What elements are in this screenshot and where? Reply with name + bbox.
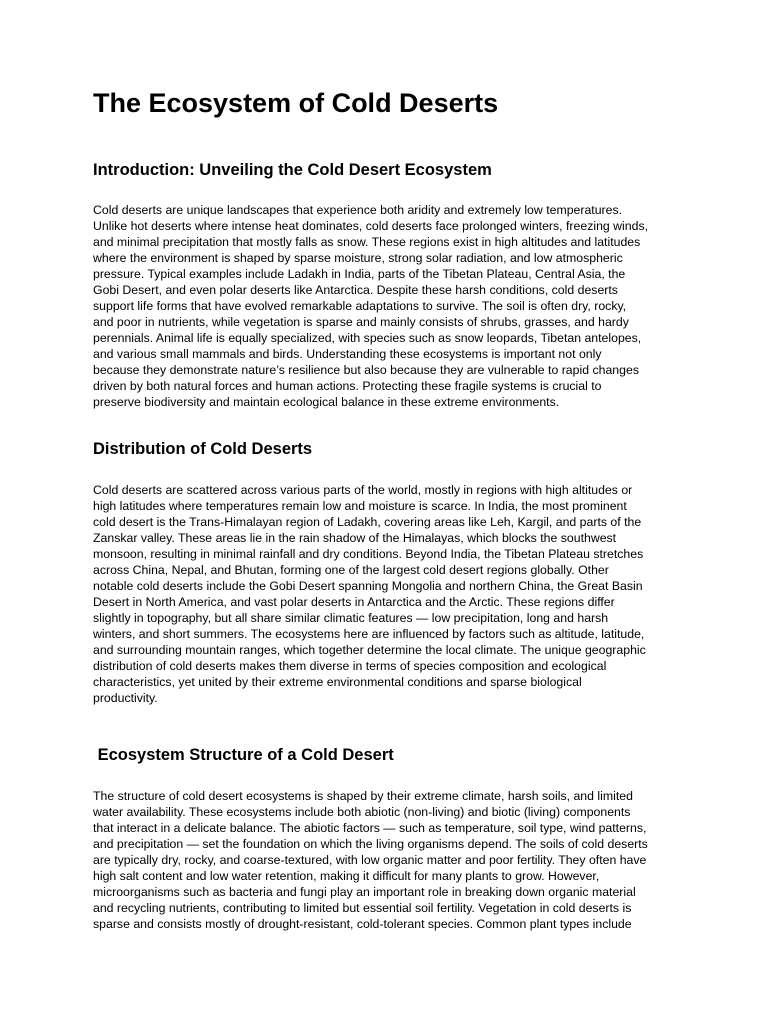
paragraph-line: slightly in topography, but all share similar climatic features — low precipitation, long and harsh	[93, 611, 609, 625]
section-paragraph-ecosystem-structure	[93, 788, 693, 932]
paragraph-line: Desert in North America, and vast polar deserts in Antarctica and the Arctic. These regions differ	[93, 595, 615, 609]
paragraph-line: support life forms that have evolved remarkable adaptations to survive. The soil is often dry, rocky,	[93, 299, 627, 313]
paragraph-line: microorganisms such as bacteria and fungi play an important role in breaking down organic material	[93, 885, 636, 899]
paragraph-line: Gobi Desert, and even polar deserts like Antarctica. Despite these harsh conditions, cold deserts	[93, 283, 618, 297]
section-paragraph-distribution	[93, 482, 693, 706]
paragraph-line: because they demonstrate nature’s resilience but also because they are vulnerable to rapid changes	[93, 363, 639, 377]
paragraph-line: cold desert is the Trans-Himalayan region of Ladakh, covering areas like Leh, Kargil, and parts of the	[93, 515, 642, 529]
paragraph-line: productivity.	[93, 691, 158, 705]
paragraph-line: and poor in nutrients, while vegetation is sparse and mainly consists of shrubs, grasses, and hardy	[93, 315, 629, 329]
paragraph-line: driven by both natural forces and human actions. Protecting these fragile systems is crucial to	[93, 379, 602, 393]
document-title: The Ecosystem of Cold Deserts	[93, 88, 499, 118]
section-heading-introduction: Introduction: Unveiling the Cold Desert Ecosystem	[93, 161, 492, 179]
paragraph-line: winters, and short summers. The ecosystems here are influenced by factors such as altitude, latitude,	[93, 627, 645, 641]
section-heading-distribution: Distribution of Cold Deserts	[93, 440, 313, 458]
paragraph-line: Zanskar valley. These areas lie in the rain shadow of the Himalayas, which blocks the southwest	[93, 531, 617, 545]
paragraph-line: are typically dry, rocky, and coarse-textured, with low organic matter and poor fertility. They often have	[93, 853, 647, 867]
paragraph-line: high latitudes where temperatures remain low and moisture is scarce. In India, the most prominent	[93, 499, 627, 513]
paragraph-line: and minimal precipitation that mostly falls as snow. These regions exist in high altitudes and latitudes	[93, 235, 641, 249]
paragraph-line: preserve biodiversity and maintain ecological balance in these extreme environments.	[93, 395, 560, 409]
section-heading-ecosystem-structure: Ecosystem Structure of a Cold Desert	[93, 746, 394, 764]
paragraph-line: and recycling nutrients, contributing to limited but essential soil fertility. Vegetation in cold deserts is	[93, 901, 632, 915]
paragraph-line: The structure of cold desert ecosystems is shaped by their extreme climate, harsh soils, and limited	[93, 789, 633, 803]
paragraph-line: notable cold deserts include the Gobi Desert spanning Mongolia and northern China, the Great Basin	[93, 579, 643, 593]
paragraph-line: distribution of cold deserts makes them diverse in terms of species composition and ecological	[93, 659, 607, 673]
paragraph-line: Cold deserts are scattered across various parts of the world, mostly in regions with high altitudes or	[93, 483, 633, 497]
paragraph-line: monsoon, resulting in minimal rainfall and dry conditions. Beyond India, the Tibetan Plateau stretches	[93, 547, 644, 561]
section-paragraph-introduction	[93, 202, 693, 410]
paragraph-line: across China, Nepal, and Bhutan, forming one of the largest cold desert regions globally. Other	[93, 563, 609, 577]
paragraph-line: where the environment is shaped by sparse moisture, strong solar radiation, and low atmospheric	[93, 251, 623, 265]
paragraph-line: sparse and consists mostly of drought-resistant, cold-tolerant species. Common plant types include	[93, 917, 632, 931]
paragraph-line: Cold deserts are unique landscapes that experience both aridity and extremely low temperatures.	[93, 203, 623, 217]
paragraph-line: characteristics, yet united by their extreme environmental conditions and sparse biological	[93, 675, 582, 689]
paragraph-line: and surrounding mountain ranges, which together determine the local climate. The unique geographic	[93, 643, 646, 657]
paragraph-line: high salt content and low water retention, making it difficult for many plants to grow. However,	[93, 869, 600, 883]
paragraph-line: that interact in a delicate balance. The abiotic factors — such as temperature, soil type, wind patterns,	[93, 821, 647, 835]
paragraph-line: and precipitation — set the foundation on which the living organisms depend. The soils of cold deserts	[93, 837, 648, 851]
paragraph-line: perennials. Animal life is equally specialized, with species such as snow leopards, Tibetan antelopes,	[93, 331, 642, 345]
paragraph-line: Unlike hot deserts where intense heat dominates, cold deserts face prolonged winters, freezing winds,	[93, 219, 649, 233]
paragraph-line: and various small mammals and birds. Understanding these ecosystems is important not only	[93, 347, 602, 361]
paragraph-line: pressure. Typical examples include Ladakh in India, parts of the Tibetan Plateau, Central Asia, the	[93, 267, 626, 281]
paragraph-line: water availability. These ecosystems include both abiotic (non-living) and biotic (living) components	[93, 805, 631, 819]
